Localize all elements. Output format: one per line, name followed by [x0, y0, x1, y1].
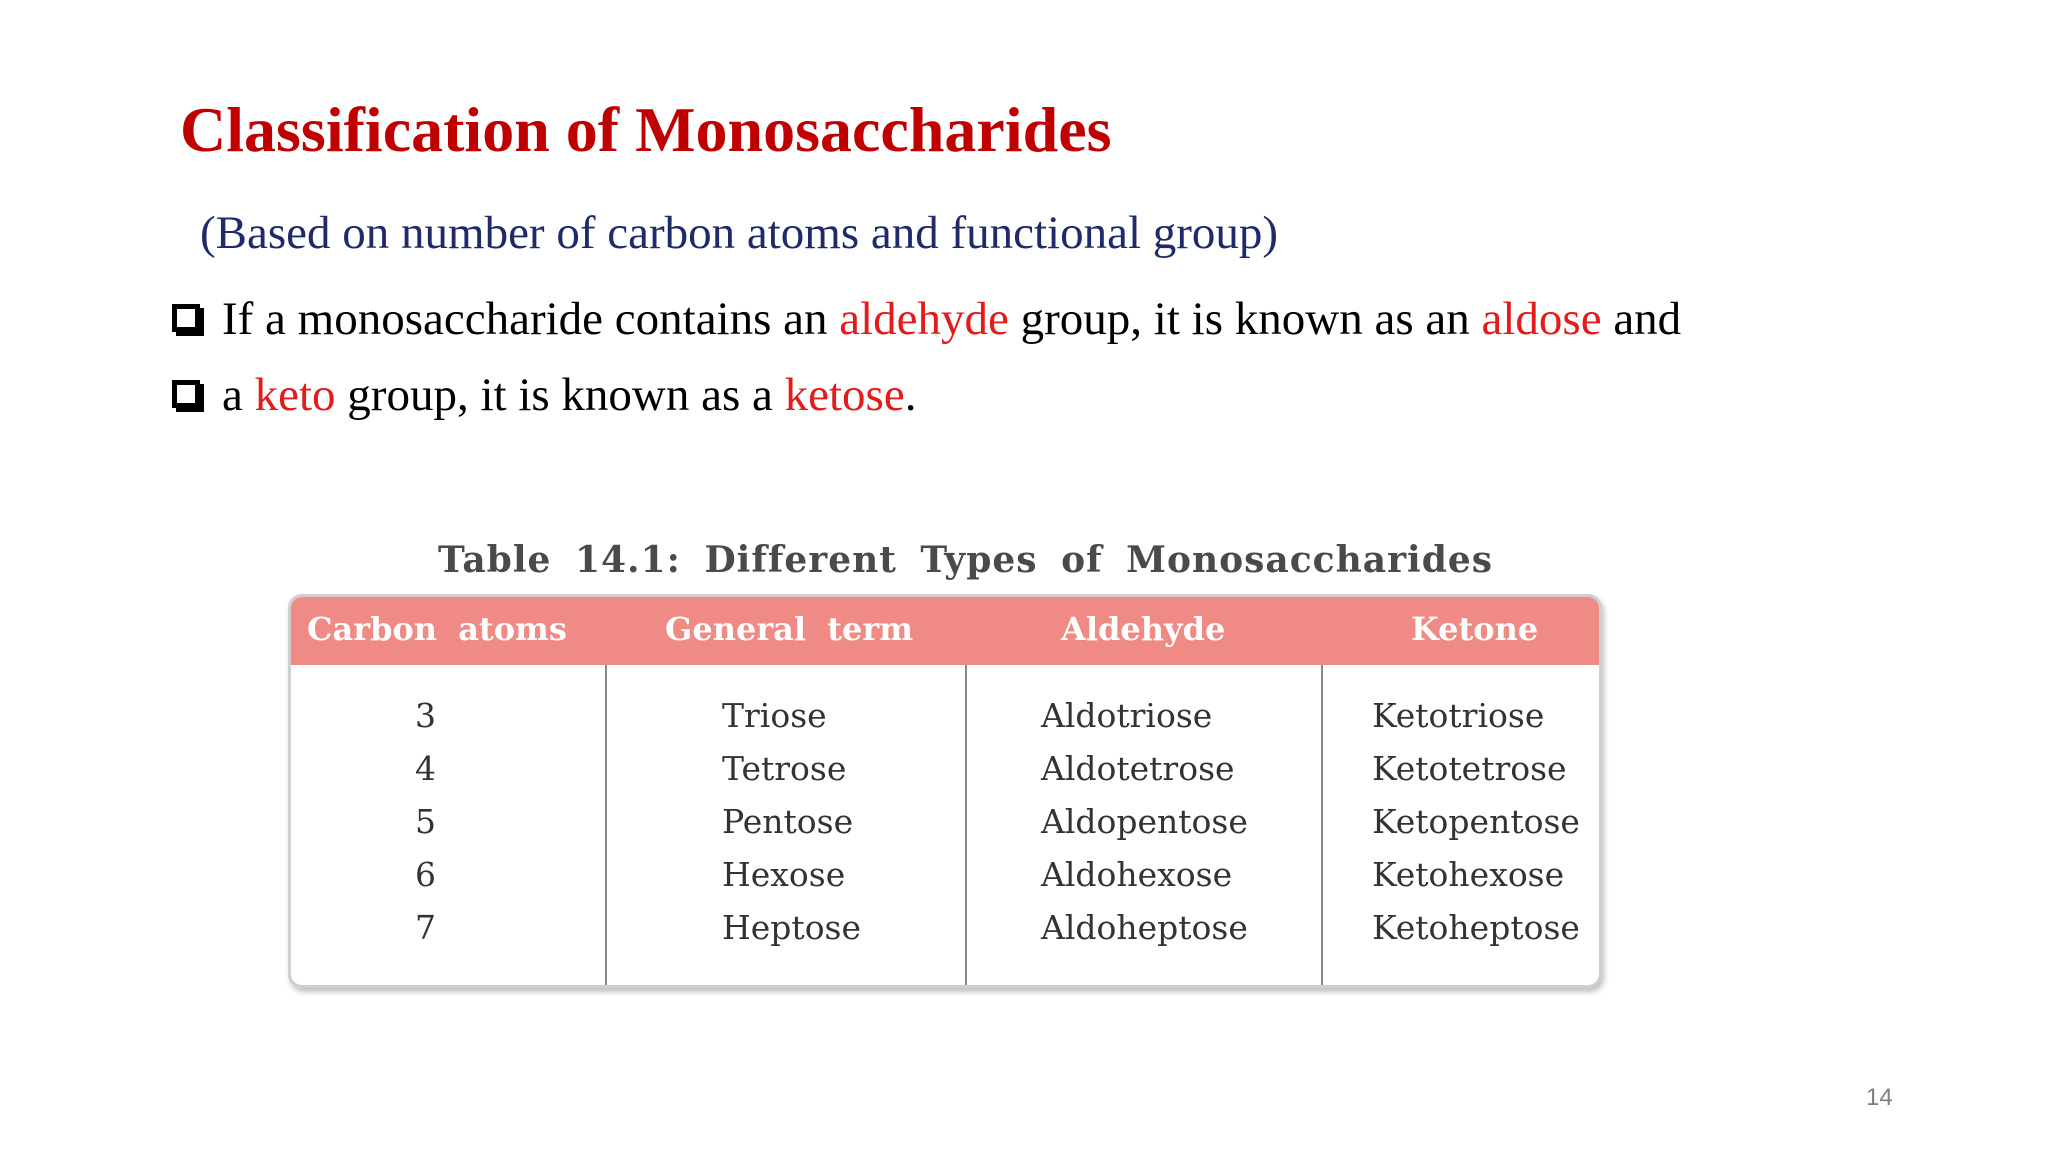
table-header-row: [291, 597, 1599, 665]
table-cell: Aldohexose: [1041, 855, 1233, 894]
checkbox-bullet-icon: [172, 380, 200, 408]
checkbox-bullet-icon: [172, 304, 200, 332]
bullet-aldose: [172, 293, 1682, 345]
column-divider: [605, 665, 607, 985]
table-cell: Ketotetrose: [1372, 749, 1567, 788]
header-ketone: Ketone: [1411, 610, 1539, 648]
header-general-term: General term: [665, 610, 914, 648]
page-number: 14: [1866, 1084, 1893, 1111]
column-divider: [965, 665, 967, 985]
column-carbon-atoms: [415, 696, 436, 964]
monosaccharide-table: [288, 594, 1602, 988]
header-aldehyde: Aldehyde: [1061, 610, 1226, 648]
table-cell: Hexose: [722, 855, 846, 894]
table-cell: Aldotetrose: [1041, 749, 1235, 788]
table-cell: Ketohexose: [1372, 855, 1565, 894]
column-divider: [1321, 665, 1323, 985]
table-caption: Table 14.1: Different Types of Monosaccharides: [438, 539, 1494, 581]
term-keto: keto: [254, 369, 336, 421]
column-ketone: [1372, 696, 1580, 964]
table-cell: 4: [415, 749, 436, 788]
bullet-ketose: [172, 369, 917, 421]
header-carbon-atoms: Carbon atoms: [307, 610, 567, 648]
bullet-text: a keto group, it is known as a ketose.: [222, 369, 917, 421]
table-cell: 3: [415, 696, 436, 735]
bullet-text: If a monosaccharide contains an aldehyde group, it is known as an aldose and: [222, 293, 1682, 345]
table-cell: Ketoheptose: [1372, 908, 1580, 947]
term-ketose: ketose: [784, 369, 905, 421]
table-cell: Ketopentose: [1372, 802, 1580, 841]
table-cell: 7: [415, 908, 436, 947]
table-cell: Pentose: [722, 802, 854, 841]
table-cell: Tetrose: [722, 749, 847, 788]
table-cell: 5: [415, 802, 436, 841]
table-cell: Aldotriose: [1041, 696, 1213, 735]
slide-subtitle: (Based on number of carbon atoms and functional group): [200, 207, 1279, 259]
table-cell: Ketotriose: [1372, 696, 1545, 735]
term-aldehyde: aldehyde: [839, 293, 1009, 345]
term-aldose: aldose: [1481, 293, 1602, 345]
table-cell: Aldopentose: [1041, 802, 1248, 841]
slide-title: Classification of Monosaccharides: [180, 94, 1112, 165]
table-cell: Triose: [722, 696, 827, 735]
column-aldehyde: [1041, 696, 1248, 964]
table-cell: 6: [415, 855, 436, 894]
column-general-term: [722, 696, 862, 964]
table-cell: Heptose: [722, 908, 862, 947]
table-cell: Aldoheptose: [1041, 908, 1248, 947]
